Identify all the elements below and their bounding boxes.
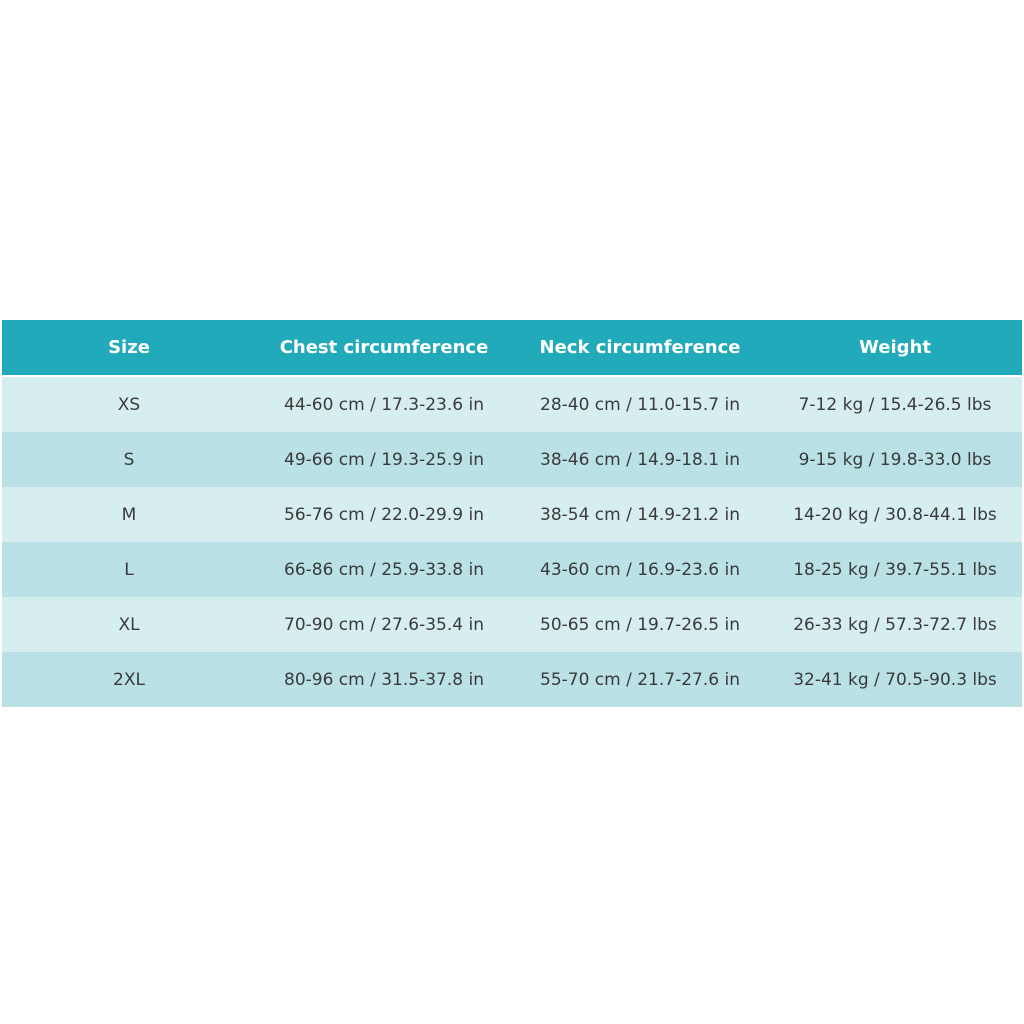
header-size: Size bbox=[2, 320, 256, 376]
cell-size: XS bbox=[2, 376, 256, 432]
header-weight: Weight bbox=[768, 320, 1022, 376]
header-row bbox=[2, 320, 1022, 376]
cell-neck: 43-60 cm / 16.9-23.6 in bbox=[512, 542, 768, 597]
cell-neck: 28-40 cm / 11.0-15.7 in bbox=[512, 376, 768, 432]
table-row bbox=[2, 652, 1022, 707]
cell-weight: 18-25 kg / 39.7-55.1 lbs bbox=[768, 542, 1022, 597]
cell-chest: 49-66 cm / 19.3-25.9 in bbox=[256, 432, 512, 487]
cell-weight: 9-15 kg / 19.8-33.0 lbs bbox=[768, 432, 1022, 487]
size-chart-table bbox=[2, 320, 1022, 707]
table-row bbox=[2, 487, 1022, 542]
table-row bbox=[2, 597, 1022, 652]
cell-size: XL bbox=[2, 597, 256, 652]
cell-weight: 26-33 kg / 57.3-72.7 lbs bbox=[768, 597, 1022, 652]
table-body bbox=[2, 376, 1022, 707]
cell-chest: 80-96 cm / 31.5-37.8 in bbox=[256, 652, 512, 707]
header-neck-circumference: Neck circumference bbox=[512, 320, 768, 376]
cell-neck: 38-46 cm / 14.9-18.1 in bbox=[512, 432, 768, 487]
header-chest-circumference: Chest circumference bbox=[256, 320, 512, 376]
table-row bbox=[2, 542, 1022, 597]
cell-size: L bbox=[2, 542, 256, 597]
table-header bbox=[2, 320, 1022, 376]
table-row bbox=[2, 432, 1022, 487]
cell-chest: 70-90 cm / 27.6-35.4 in bbox=[256, 597, 512, 652]
cell-weight: 14-20 kg / 30.8-44.1 lbs bbox=[768, 487, 1022, 542]
cell-neck: 55-70 cm / 21.7-27.6 in bbox=[512, 652, 768, 707]
cell-chest: 56-76 cm / 22.0-29.9 in bbox=[256, 487, 512, 542]
cell-weight: 32-41 kg / 70.5-90.3 lbs bbox=[768, 652, 1022, 707]
cell-size: M bbox=[2, 487, 256, 542]
cell-size: 2XL bbox=[2, 652, 256, 707]
cell-chest: 44-60 cm / 17.3-23.6 in bbox=[256, 376, 512, 432]
table-row bbox=[2, 376, 1022, 432]
cell-neck: 38-54 cm / 14.9-21.2 in bbox=[512, 487, 768, 542]
cell-chest: 66-86 cm / 25.9-33.8 in bbox=[256, 542, 512, 597]
cell-size: S bbox=[2, 432, 256, 487]
cell-neck: 50-65 cm / 19.7-26.5 in bbox=[512, 597, 768, 652]
cell-weight: 7-12 kg / 15.4-26.5 lbs bbox=[768, 376, 1022, 432]
